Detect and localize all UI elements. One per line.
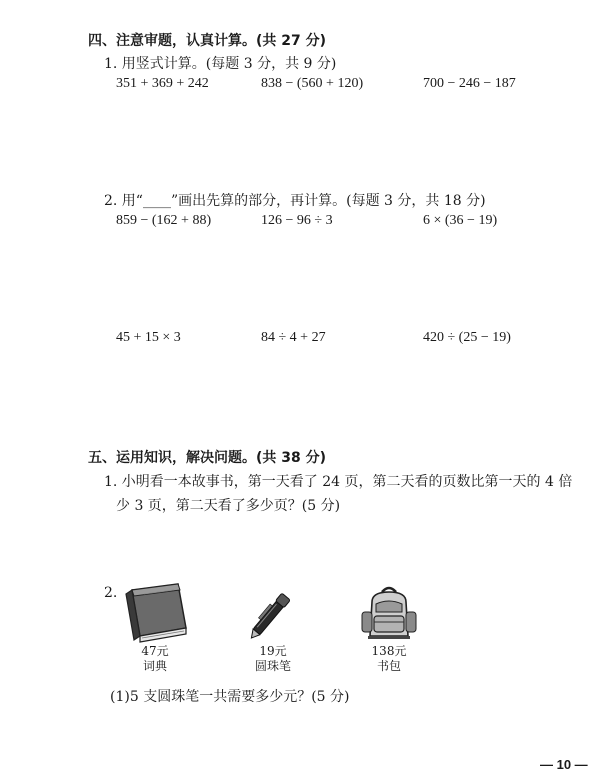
- item-pen: [236, 582, 310, 674]
- item-name: 圆珠笔: [254, 659, 291, 673]
- item-name: 词典: [142, 659, 167, 673]
- section-5-title: 五、运用知识，解决问题。(共 38 分): [88, 450, 327, 466]
- expression: 126 − 96 ÷ 3: [261, 213, 333, 228]
- word-problem-line: 1. 小明看一本故事书，第一天看了 24 页，第二天看的页数比第一天的 4 倍: [104, 474, 573, 490]
- item-name: 书包: [376, 659, 401, 673]
- item-price: 19元: [259, 644, 287, 658]
- item-dictionary: [118, 582, 192, 674]
- question-2-number: 2.: [104, 585, 118, 601]
- item-price: 47元: [141, 644, 169, 658]
- question-1-prompt: 1. 用竖式计算。(每题 3 分，共 9 分): [104, 56, 337, 72]
- item-price: 138元: [371, 644, 407, 658]
- expression: 859 − (162 + 88): [116, 213, 212, 228]
- item-backpack: [352, 582, 426, 674]
- expression: 45 + 15 × 3: [116, 330, 181, 345]
- expression: 351 + 369 + 242: [116, 76, 209, 91]
- expression: 420 ÷ (25 − 19): [423, 330, 511, 345]
- question-2-prompt: 2. 用“____”画出先算的部分，再计算。(每题 3 分，共 18 分): [104, 193, 486, 209]
- expression: 700 − 246 − 187: [423, 76, 516, 91]
- pen-icon: [238, 582, 308, 644]
- page-number: — 10 —: [540, 757, 588, 772]
- word-problem-line: 少 3 页，第二天看了多少页？(5 分): [116, 498, 341, 514]
- dictionary-icon: [120, 582, 190, 644]
- expression: 6 × (36 − 19): [423, 213, 498, 228]
- expression: 84 ÷ 4 + 27: [261, 330, 326, 345]
- backpack-icon: [354, 582, 424, 644]
- sub-question-1: (1)5 支圆珠笔一共需要多少元？(5 分): [110, 689, 350, 705]
- section-4-title: 四、注意审题，认真计算。(共 27 分): [88, 33, 327, 49]
- expression: 838 − (560 + 120): [261, 76, 364, 91]
